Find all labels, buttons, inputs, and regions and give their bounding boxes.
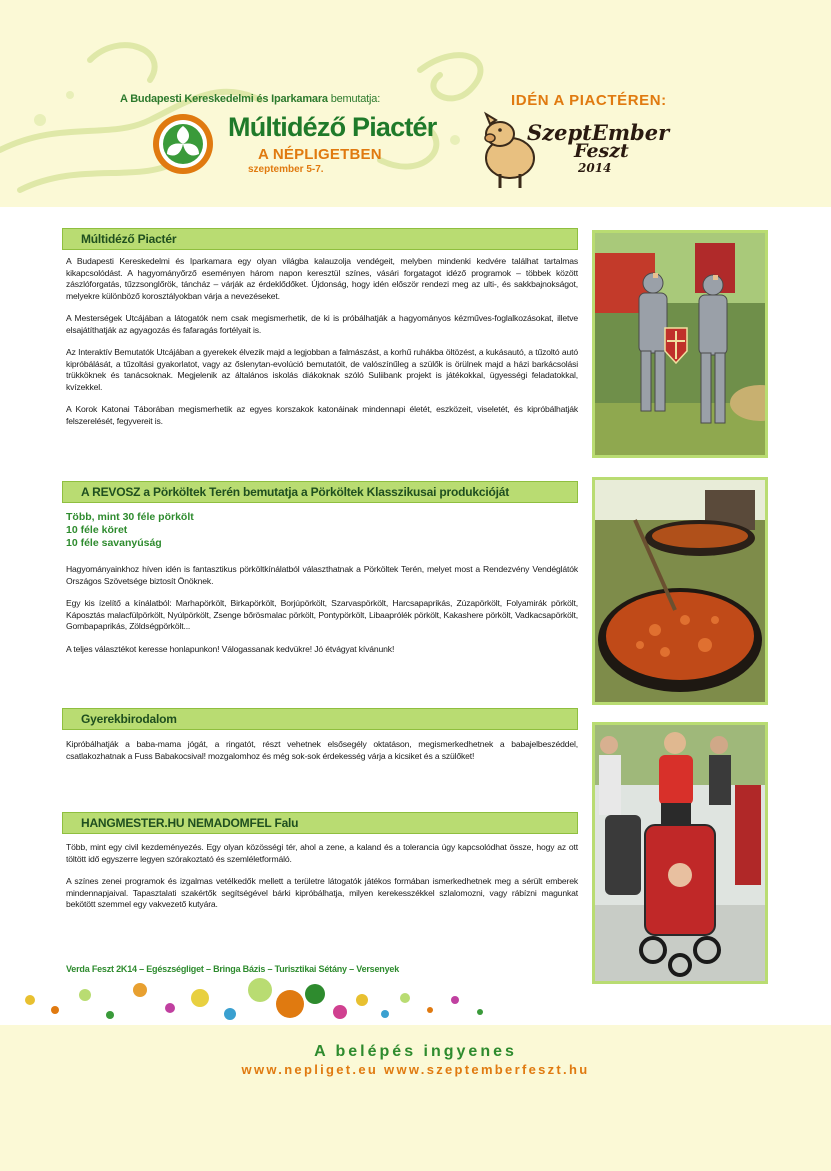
photo-stew-cauldron: [592, 477, 768, 705]
highlight-item: 10 féle köret: [66, 524, 128, 536]
paragraph: A teljes választékot keresse honlapunkon! Válogassanak kedvükre! Jó étvágyat kívánunk!: [66, 643, 395, 654]
knights-photo-icon: [595, 233, 765, 455]
highlight-item: Több, mint 30 féle pörkölt: [66, 511, 194, 523]
photo-stroller-run: [592, 722, 768, 984]
paragraph: Több, mint egy civil kezdeményezés. Egy olyan közösségi tér, ahol a zene, a kaland és a tolerancia úgy kapcsolódhat össze, hogy az ott töltött idő egyszerre legyen szórakoztató és szemléletformáló.: [66, 842, 578, 864]
szeptember-feszt-line1: SzeptEmber: [527, 120, 670, 145]
website-urls[interactable]: www.nepliget.eu www.szeptemberfeszt.hu: [241, 1062, 590, 1077]
section-body-porkoltek: [66, 564, 578, 666]
section-title: Múltidéző Piactér: [81, 232, 177, 246]
highlight-item: 10 féle savanyúság: [66, 537, 162, 549]
section-title: Gyerekbirodalom: [81, 712, 177, 726]
brand-title: Múltidéző Piactér: [228, 112, 437, 142]
presents-line: [120, 93, 380, 105]
section-body-gyerekbirodalom: [66, 739, 578, 773]
szeptember-feszt-line2: Feszt: [574, 140, 629, 162]
paragraph: Kipróbálhatják a baba-mama jógát, a ringatót, részt vehetnek elsősegély oktatáson, megismerkedhetnek a babajelbeszéddel, csatlakozhatnak a Fuss Babakocsival! mozgalomhoz és még sok-sok érdekesség várja a kicsiket és a szülőket!: [66, 739, 578, 761]
stroller-photo-icon: [595, 725, 765, 981]
presents-org: A Budapesti Kereskedelmi és Iparkamara: [120, 93, 328, 105]
section-body-hangmester: [66, 842, 578, 922]
highlight-list: [66, 511, 194, 550]
section-title-bar-gyerekbirodalom: [62, 708, 578, 730]
cauldron-photo-icon: [595, 480, 765, 702]
section-title: A REVOSZ a Pörköltek Terén bemutatja a Pörköltek Klasszikusai produkcióját: [81, 485, 509, 499]
program-line: Verda Feszt 2K14 – Egészségliget – Bringa Bázis – Turisztikai Sétány – Versenyek: [66, 964, 399, 974]
paragraph: A Mesterségek Utcájában a látogatók nem csak megismerhetik, de ki is próbálhatják a hagyományos kézműves-foglalkozásokat, illetve elsajátíthatják az agyagozás és fafaragás fortélyait is.: [66, 313, 578, 335]
iden-label: IDÉN A PIACTÉREN:: [511, 92, 667, 109]
paragraph: Az Interaktív Bemutatók Utcájában a gyerekek élvezik majd a legjobban a falmászást, a korhű ruhákba öltözést, a kukásautó, a tűzoltó autó kipróbálását, a tűzoltási gyakorlatot, vagy az őslenytan-evolúció bemutatóit, de valószínűleg a szülők is örülnek majd a házi barkácsolási trükköknek és tanácsoknak. Megjelenik az általános iskolás diákoknak szóló Suliibank projekt is játékokkal, ügyességi feladatokkal, kvízekkel.: [66, 347, 578, 392]
section-title-bar-hangmester: [62, 812, 578, 834]
paragraph: Hagyományainkhoz híven idén is fantasztikus pörköltkínálatból választhatnak a Pörköltek Terén, melyet most a Rendezvény Vendéglátók Országos Szövetsége biztosít Önöknek.: [66, 564, 578, 586]
section-title: HANGMESTER.HU NEMADOMFEL Falu: [81, 816, 299, 830]
paragraph: A Budapesti Kereskedelmi és Iparkamara egy olyan világba kalauzolja vendégeit, melyben mindenki kedvére találhat tartalmas kikapcsolódást. A hagyományőrző eseményen három napon keresztül színes, vásári forgatagot idéző programok – többek között zászlóforgatás, tűzzsonglőrök, táncház – várják az érdeklődőket. Újdonság, hogy idén először rendezi meg az ulti-, és sakkbajnokságot, melyekre különböző korosztályokban várja a nevezéseket.: [66, 256, 578, 301]
paragraph: Egy kis ízelítő a kínálatból: Marhapörkölt, Birkapörkölt, Borjúpörkölt, Szarvaspörkölt, Harcsapaprikás, Zúzapörkölt, Folyamirák pörkölt, Káposztás malacfülpörkölt, Nyúlpörkölt, Zsenge bőrösmalac pörkölt, Pontypörkölt, Libaaprólék pörkölt, Kakashere pörkölt, Vadkacsapörkölt, Gombapaprikás, Zöldségpörkölt...: [66, 598, 578, 631]
paragraph: A Korok Katonai Táborában megismerhetik az egyes korszakok katonáinak mindennapi életét, eszközeit, viseletét, és kipróbálhatják felszerelését, fegyvereit is.: [66, 404, 578, 426]
section-body-piacter: [66, 256, 578, 438]
confetti-dots-icon: [0, 970, 831, 1026]
piacter-logo-icon: [151, 112, 215, 176]
paragraph: A színes zenei programok és izgalmas vetélkedők mellett a területre látogatók játékos formában ismerkedhetnek meg a sérült emberek mindennapjaival. Tapasztalati szakértők segítségével bárki kipróbálhatja, milyen kerekesszékkel szlalomozni, vagy rábízni magunkat bekötött szemmel egy vakvezető kutyára.: [66, 876, 578, 909]
szeptember-feszt-year: 2014: [578, 161, 612, 175]
section-title-bar-porkoltek: [62, 481, 578, 503]
section-title-bar-piacter: [62, 228, 578, 250]
header-banner: [0, 0, 831, 207]
presents-verb: bemutatja:: [330, 93, 381, 105]
brand-subtitle: A NÉPLIGETBEN: [258, 146, 382, 163]
free-entry-text: A belépés ingyenes: [314, 1043, 517, 1060]
photo-knights: [592, 230, 768, 458]
brand-date: szeptember 5-7.: [248, 164, 324, 175]
